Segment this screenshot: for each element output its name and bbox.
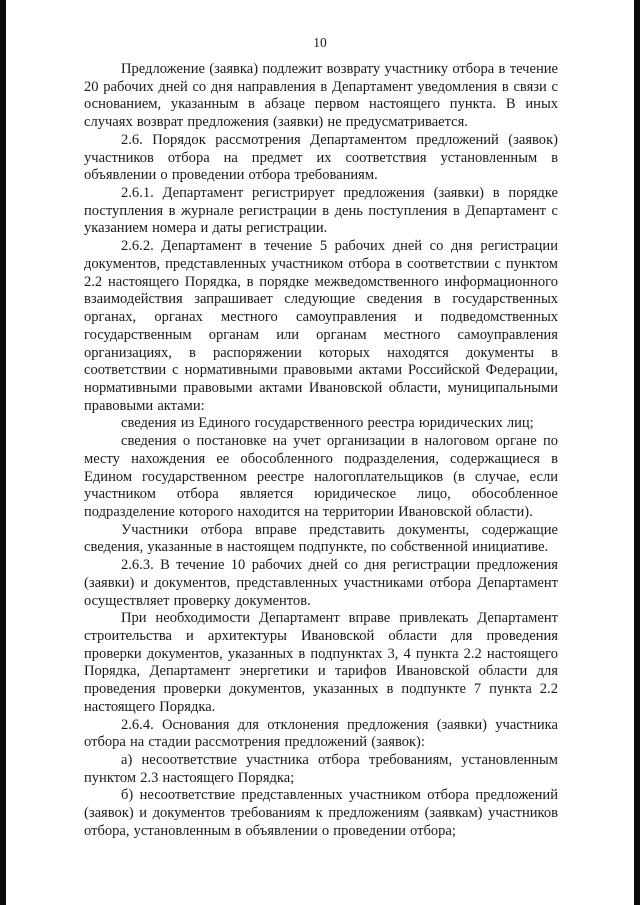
body-paragraph: 2.6.3. В течение 10 рабочих дней со дня регистрации предложения (заявки) и документов, представленных участниками отбора Департамент осуществляет проверку документов. bbox=[84, 557, 558, 609]
body-paragraph: 2.6. Порядок рассмотрения Департаментом предложений (заявок) участников отбора на предмет их соответствия установленным в объявлении о проведении отбора требованиям. bbox=[84, 131, 558, 184]
body-paragraph: сведения о постановке на учет организации в налоговом органе по месту нахождения ее обособленного подразделения, содержащиеся в Едином государственном реестре налогоплательщиков (в случае, если участником отбора является юридическое лицо, обособленное подразделение которого находится на территории Ивановской области). bbox=[84, 433, 558, 520]
body-paragraph: б) несоответствие представленных участником отбора предложений (заявок) и документов требованиям к предложениям (заявкам) участников отбора, установленным в объявлении о проведении отбора; bbox=[84, 787, 558, 839]
body-paragraph: 2.6.4. Основания для отклонения предложения (заявки) участника отбора на стадии рассмотрения предложений (заявок): bbox=[84, 716, 558, 751]
body-paragraph: Предложение (заявка) подлежит возврату участнику отбора в течение 20 рабочих дней со дня направления в Департамент уведомления в связи с основанием, указанным в абзаце первом настоящего пункта. В иных случаях возврат предложения (заявки) не предусматривается. bbox=[84, 61, 558, 131]
page-number: 10 bbox=[313, 35, 327, 50]
document-body bbox=[84, 61, 558, 841]
body-paragraph: Участники отбора вправе представить документы, содержащие сведения, указанные в настоящем подпункте, по собственной инициативе. bbox=[84, 521, 558, 556]
body-paragraph: сведения из Единого государственного реестра юридических лиц; bbox=[121, 415, 534, 432]
body-paragraph: 2.6.1. Департамент регистрирует предложения (заявки) в порядке поступления в журнале регистрации в день поступления в Департамент с указанием номера и даты регистрации. bbox=[84, 185, 558, 237]
body-paragraph: 2.6.2. Департамент в течение 5 рабочих дней со дня регистрации документов, представленных участником отбора в соответствии с пунктом 2.2 настоящего Порядка, в порядке межведомственного информационного взаимодействия запрашивает следующие сведения в государственных органах, органах местного самоуправления и подведомственных государственным органам или органам местного самоуправления организациях, в распоряжении которых находятся документы в соответствии с нормативными правовыми актами Российской Федерации, нормативными правовыми актами Ивановской области, муниципальными правовыми актами: bbox=[84, 238, 558, 414]
scan-edge-right bbox=[634, 0, 640, 905]
scan-edge-left bbox=[0, 0, 6, 905]
body-paragraph: а) несоответствие участника отбора требованиям, установленным пунктом 2.3 настоящего Порядка; bbox=[84, 752, 558, 786]
body-paragraph: При необходимости Департамент вправе привлекать Департамент строительства и архитектуры Ивановской области для проведения проверки документов, указанных в подпунктах 3, 4 пункта 2.2 настоящего Порядка, Департамент энергетики и тарифов Ивановской области для проведения проверки документов, указанных в подпункте 7 пункта 2.2 настоящего Порядка. bbox=[84, 610, 558, 715]
